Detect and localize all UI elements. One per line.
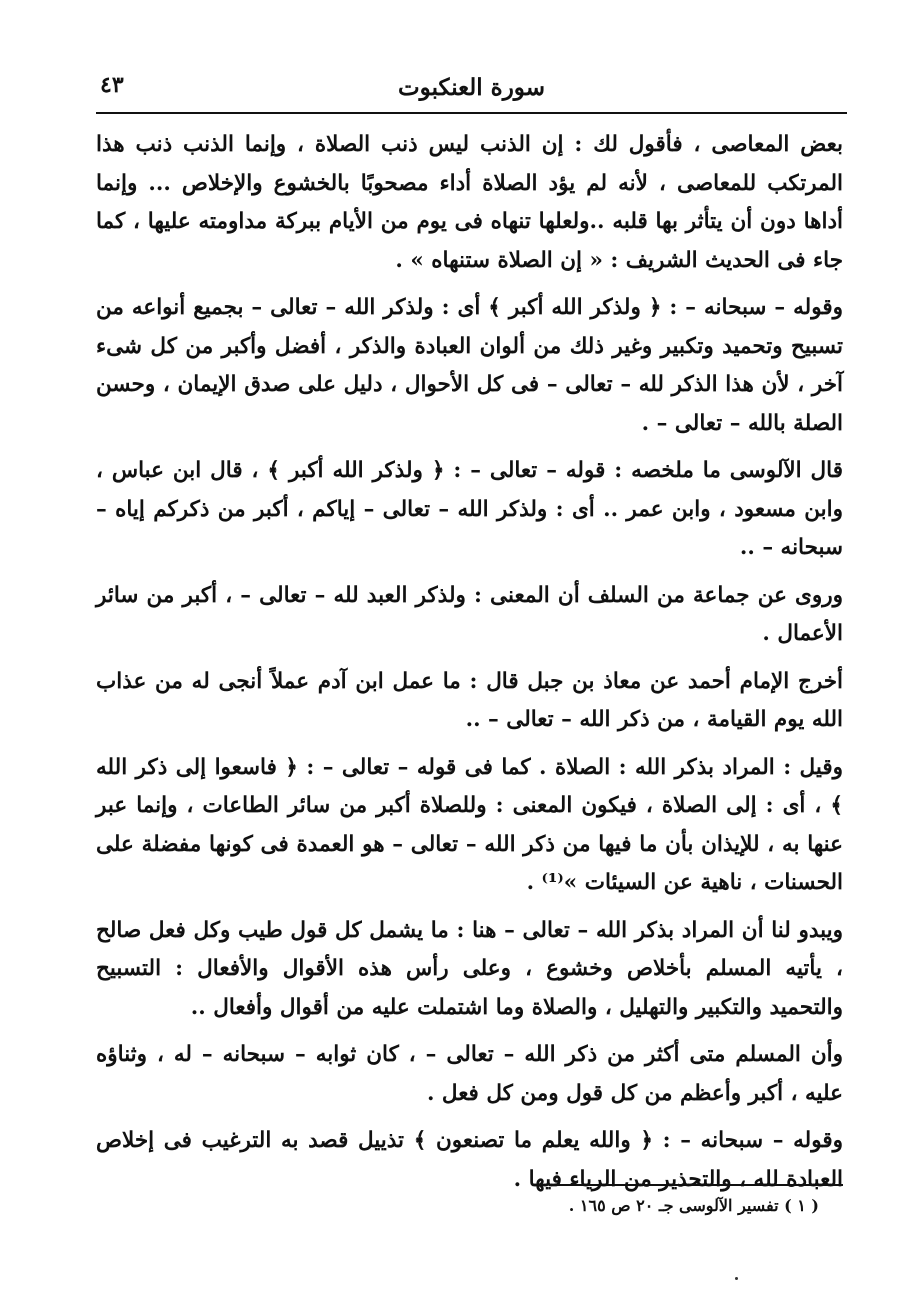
footnote: ( ١ ) تفسير الآلوسى جـ ٢٠ ص ١٦٥ .: [568, 1196, 819, 1215]
paragraph: بعض المعاصى ، فأقول لك : إن الذنب ليس ذنب الصلاة ، وإنما الذنب ذنب هذا المرتكب للمعاصى ، لأنه لم يؤد الصلاة أداء مصحوبًا بالخشوع والإخلاص ... وإنما أداها دون أن يتأثر بها قلبه ..ولعلها تنهاه فى يوم من الأيام ببركة مداومته عليها ، كما جاء فى الحديث الشريف : « إن الصلاة ستنهاه » .: [96, 132, 843, 273]
paragraph: وقيل : المراد بذكر الله : الصلاة . كما فى قوله – تعالى – : ﴿ فاسعوا إلى ذكر الله ﴾ ، أى : إلى الصلاة ، فيكون المعنى : وللصلاة أكبر من سائر الطاعات ، وإنما عبر عنها به ، للإيذان بأن ما فيها من ذكر الله – تعالى – هو العمدة فى كونها مفضلة على الحسنات ، ناهية عن السيئات »⁽¹⁾ .: [96, 754, 843, 895]
running-header: [96, 68, 847, 114]
footnote-divider: [553, 1184, 843, 1186]
paragraph: وقوله – سبحانه – : ﴿ والله يعلم ما تصنعون ﴾ تذييل قصد به الترغيب فى إخلاص العبادة لله ، والتحذير من الرياء فيها .: [96, 1128, 843, 1192]
paragraph: وقوله – سبحانه – : ﴿ ولذكر الله أكبر ﴾ أى : ولذكر الله – تعالى – بجميع أنواعه من تسبيح وتحميد وتكبير وغير ذلك من ألوان العبادة والذكر ، أفضل وأكبر من كل شىء آخر ، لأن هذا الذكر لله – تعالى – فى كل الأحوال ، دليل على صدق الإيمان ، وحسن الصلة بالله – تعالى – .: [96, 295, 843, 436]
paragraph: أخرج الإمام أحمد عن معاذ بن جبل قال : ما عمل ابن آدم عملاً أنجى له من عذاب الله يوم القيامة ، من ذكر الله – تعالى – ..: [96, 668, 843, 732]
body-text: [96, 126, 843, 1208]
paragraph: ويبدو لنا أن المراد بذكر الله – تعالى – هنا : ما يشمل كل قول طيب وكل فعل صالح ، يأتيه المسلم بأخلاص وخشوع ، وعلى رأس هذه الأقوال والأفعال : التسبيح والتحميد والتكبير والتهليل ، والصلاة وما اشتملت عليه من أقوال وأفعال ..: [96, 917, 843, 1020]
paragraph: قال الآلوسى ما ملخصه : قوله – تعالى – : ﴿ ولذكر الله أكبر ﴾ ، قال ابن عباس ، وابن مسعود ، وابن عمر .. أى : ولذكر الله – تعالى – إياكم ، أكبر من ذكركم إياه – سبحانه – ..: [96, 458, 843, 560]
page-number: ٤٣: [100, 72, 124, 98]
print-speck: [735, 1277, 738, 1280]
paragraph: وأن المسلم متى أكثر من ذكر الله – تعالى – ، كان ثوابه – سبحانه – له ، وثناؤه عليه ، أكبر وأعظم من كل قول ومن كل فعل .: [96, 1042, 843, 1106]
chapter-title: سورة العنكبوت: [398, 74, 545, 101]
paragraph: وروى عن جماعة من السلف أن المعنى : ولذكر العبد لله – تعالى – ، أكبر من سائر الأعمال .: [96, 582, 843, 646]
